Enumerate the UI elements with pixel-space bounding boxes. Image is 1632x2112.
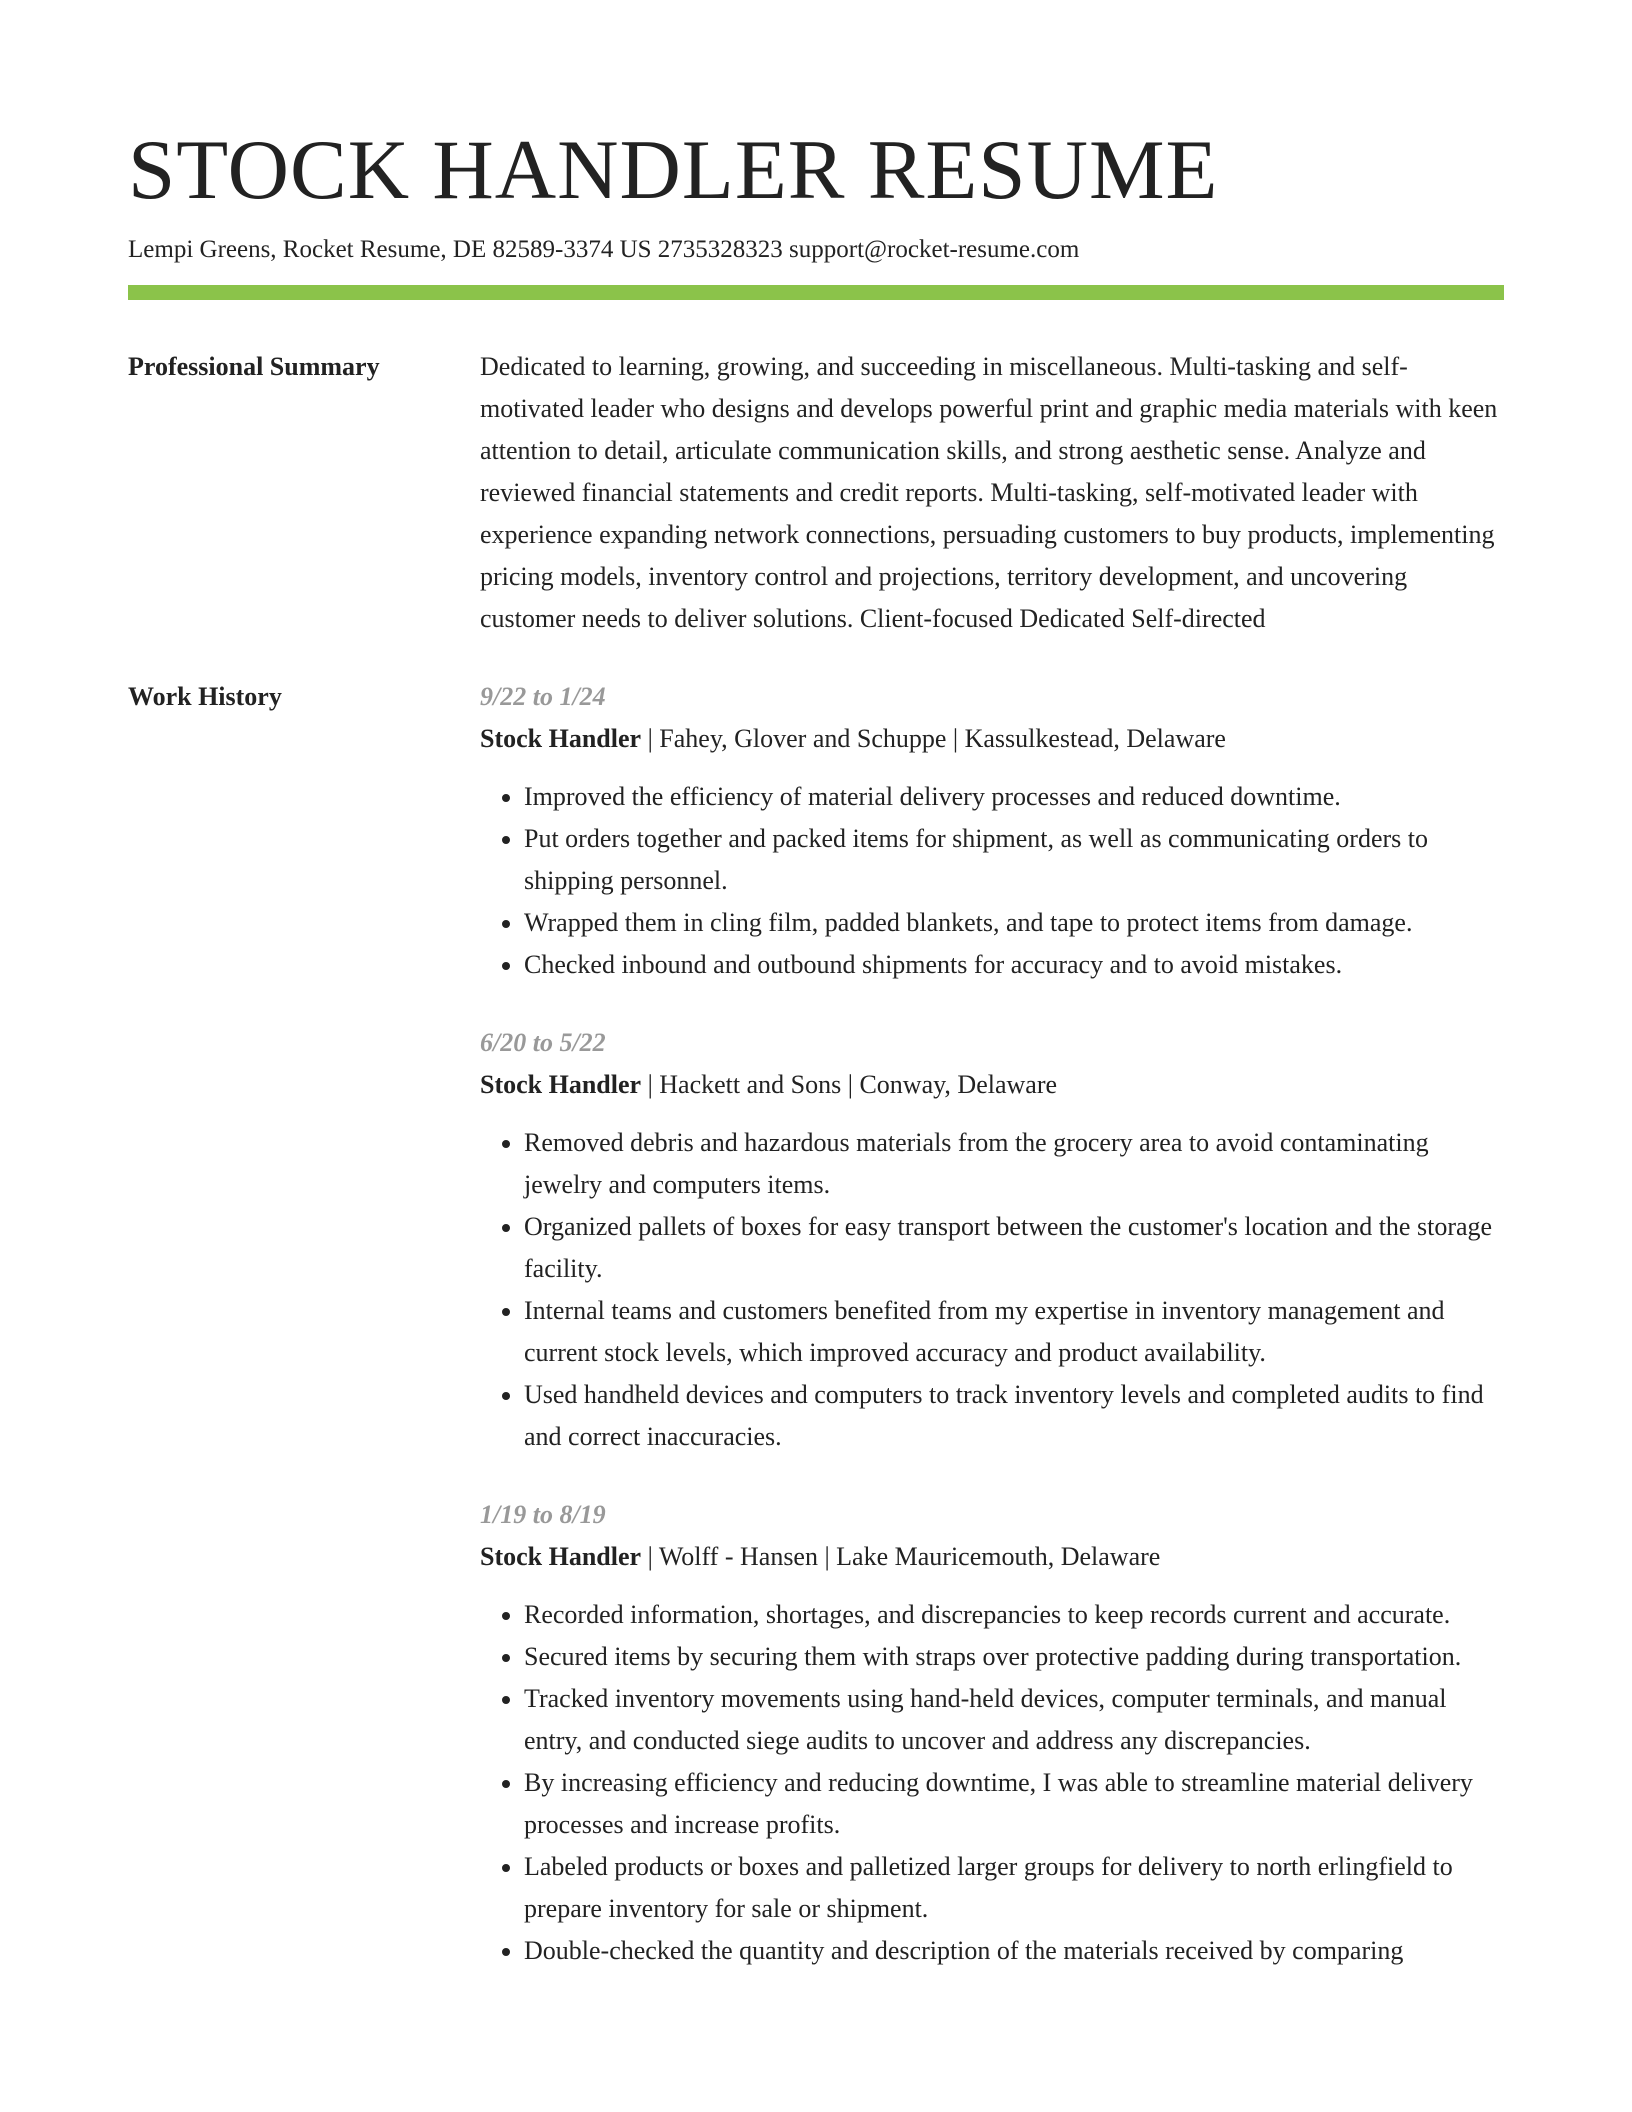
- job-employer-location: | Hackett and Sons | Conway, Delaware: [641, 1070, 1058, 1099]
- job-list: [480, 680, 1504, 2012]
- duty-list: [480, 776, 1504, 986]
- duty-item: • Internal teams and customers benefited from my expertise in inventory management and current stock levels, which improved accuracy and product availability.: [524, 1290, 1504, 1374]
- duty-item: • Put orders together and packed items for shipment, as well as communicating orders to shipping personnel.: [524, 818, 1504, 902]
- duty-item: • Used handheld devices and computers to track inventory levels and completed audits to find and correct inaccuracies.: [524, 1374, 1504, 1458]
- duty-item: • Recorded information, shortages, and discrepancies to keep records current and accurate.: [524, 1594, 1504, 1636]
- duty-list: [480, 1594, 1504, 1972]
- duty-item: • Wrapped them in cling film, padded blankets, and tape to protect items from damage.: [524, 902, 1504, 944]
- job-title: Stock Handler: [480, 724, 642, 753]
- duty-item: • Checked inbound and outbound shipments for accuracy and to avoid mistakes.: [524, 944, 1504, 986]
- job-heading: [480, 1536, 1504, 1578]
- duty-item: • Organized pallets of boxes for easy transport between the customer's location and the storage facility.: [524, 1206, 1504, 1290]
- work-history-section: [128, 680, 1504, 2012]
- duty-item: • Removed debris and hazardous materials from the grocery area to avoid contaminating jewelry and computers items.: [524, 1122, 1504, 1206]
- job-entry: [480, 676, 1504, 986]
- duty-item: • By increasing efficiency and reducing downtime, I was able to streamline material delivery processes and increase profits.: [524, 1762, 1504, 1846]
- job-title: Stock Handler: [480, 1542, 642, 1571]
- contact-line: Lempi Greens, Rocket Resume, DE 82589-3374 US 2735328323 support@rocket-resume.com: [128, 236, 1080, 263]
- duty-item: • Secured items by securing them with straps over protective padding during transportation.: [524, 1636, 1504, 1678]
- section-label-work-history: Work History: [128, 682, 282, 711]
- job-entry: [480, 1022, 1504, 1458]
- job-dates: 9/22 to 1/24: [480, 682, 606, 711]
- duty-item: • Double-checked the quantity and description of the materials received by comparing: [524, 1930, 1504, 1972]
- summary-text: Dedicated to learning, growing, and succeeding in miscellaneous. Multi-tasking and self-motivated leader who designs and develops powerful print and graphic media materials with keen attention to detail, articulate communication skills, and strong aesthetic sense. Analyze and reviewed financial statements and credit reports. Multi-tasking, self-motivated leader with experience expanding network connections, persuading customers to buy products, implementing pricing models, inventory control and projections, territory development, and uncovering customer needs to deliver solutions. Client-focused Dedicated Self-directed: [480, 352, 1498, 633]
- job-employer-location: | Wolff - Hansen | Lake Mauricemouth, Delaware: [641, 1542, 1161, 1571]
- accent-divider: [128, 285, 1504, 300]
- duty-item: • Tracked inventory movements using hand-held devices, computer terminals, and manual entry, and conducted siege audits to uncover and address any discrepancies.: [524, 1678, 1504, 1762]
- resume-title: STOCK HANDLER RESUME: [128, 123, 1219, 217]
- job-entry: [480, 1494, 1504, 1972]
- duty-item: • Improved the efficiency of material delivery processes and reduced downtime.: [524, 776, 1504, 818]
- job-dates: 6/20 to 5/22: [480, 1028, 606, 1057]
- duty-list: [480, 1122, 1504, 1458]
- professional-summary-section: [128, 350, 1504, 640]
- job-heading: [480, 1064, 1504, 1106]
- job-dates: 1/19 to 8/19: [480, 1500, 606, 1529]
- job-heading: [480, 718, 1504, 760]
- section-label-summary: Professional Summary: [128, 352, 380, 381]
- job-employer-location: | Fahey, Glover and Schuppe | Kassulkestead, Delaware: [641, 724, 1226, 753]
- job-title: Stock Handler: [480, 1070, 642, 1099]
- duty-item: • Labeled products or boxes and palletized larger groups for delivery to north erlingfield to prepare inventory for sale or shipment.: [524, 1846, 1504, 1930]
- resume-page: [128, 120, 1504, 2012]
